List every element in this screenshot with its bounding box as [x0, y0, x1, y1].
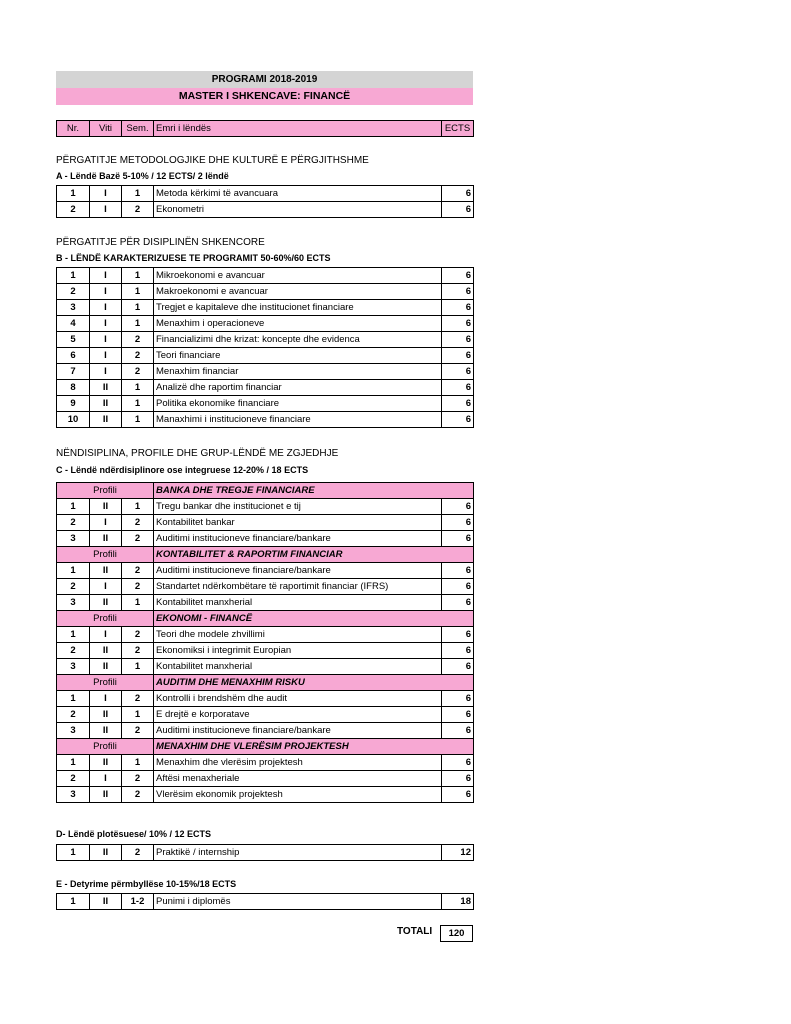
course-semester: 1 — [122, 595, 154, 611]
course-name: Menaxhim dhe vlerësim projektesh — [154, 755, 442, 771]
course-name: Vlerësim ekonomik projektesh — [154, 787, 442, 803]
course-nr: 4 — [57, 316, 90, 332]
profile-title: MENAXHIM DHE VLERËSIM PROJEKTESH — [154, 739, 474, 755]
course-ects: 6 — [442, 202, 474, 218]
course-semester: 1 — [122, 284, 154, 300]
course-year: II — [90, 787, 122, 803]
course-semester: 2 — [122, 723, 154, 739]
course-row — [57, 412, 474, 428]
total-label: TOTALI — [397, 926, 433, 937]
course-row — [57, 300, 474, 316]
course-name: E drejtë e korporatave — [154, 707, 442, 723]
profile-title: AUDITIM DHE MENAXHIM RISKU — [154, 675, 474, 691]
profile-title: BANKA DHE TREGJE FINANCIARE — [154, 483, 474, 499]
course-row — [57, 595, 474, 611]
course-ects: 6 — [442, 691, 474, 707]
course-ects: 6 — [442, 412, 474, 428]
course-year: I — [90, 691, 122, 707]
program-year-banner: PROGRAMI 2018-2019 — [56, 71, 473, 88]
course-year: II — [90, 531, 122, 547]
course-name: Mikroekonomi e avancuar — [154, 268, 442, 284]
course-year: II — [90, 499, 122, 515]
course-row — [57, 845, 474, 861]
course-nr: 2 — [57, 771, 90, 787]
course-year: II — [90, 412, 122, 428]
course-name: Teori dhe modele zhvillimi — [154, 627, 442, 643]
course-semester: 1 — [122, 499, 154, 515]
course-year: II — [90, 396, 122, 412]
course-nr: 6 — [57, 348, 90, 364]
course-name: Praktikë / internship — [154, 845, 442, 861]
course-name: Kontrolli i brendshëm dhe audit — [154, 691, 442, 707]
course-semester: 1 — [122, 316, 154, 332]
course-ects: 6 — [442, 284, 474, 300]
course-row — [57, 691, 474, 707]
course-nr: 9 — [57, 396, 90, 412]
course-nr: 2 — [57, 643, 90, 659]
course-nr: 3 — [57, 723, 90, 739]
course-year: I — [90, 348, 122, 364]
course-name: Auditimi institucioneve financiare/bankare — [154, 531, 442, 547]
course-year: I — [90, 284, 122, 300]
course-year: I — [90, 332, 122, 348]
course-row — [57, 531, 474, 547]
course-ects: 6 — [442, 627, 474, 643]
section-c-table — [56, 482, 474, 803]
course-ects: 6 — [442, 563, 474, 579]
course-row — [57, 284, 474, 300]
course-ects: 6 — [442, 595, 474, 611]
course-row — [57, 316, 474, 332]
course-row — [57, 268, 474, 284]
course-nr: 10 — [57, 412, 90, 428]
course-nr: 1 — [57, 845, 90, 861]
course-name: Politika ekonomike financiare — [154, 396, 442, 412]
course-ects: 6 — [442, 643, 474, 659]
course-semester: 2 — [122, 563, 154, 579]
course-nr: 1 — [57, 755, 90, 771]
course-year: II — [90, 707, 122, 723]
profile-label: Profili — [57, 611, 154, 627]
course-name: Punimi i diplomës — [154, 894, 442, 910]
course-nr: 7 — [57, 364, 90, 380]
course-row — [57, 396, 474, 412]
course-year: II — [90, 563, 122, 579]
profile-header-row — [57, 739, 474, 755]
course-nr: 1 — [57, 499, 90, 515]
course-semester: 2 — [122, 332, 154, 348]
course-ects: 6 — [442, 515, 474, 531]
course-ects: 6 — [442, 300, 474, 316]
course-year: II — [90, 845, 122, 861]
course-row — [57, 627, 474, 643]
course-year: II — [90, 595, 122, 611]
course-semester: 2 — [122, 787, 154, 803]
course-semester: 1-2 — [122, 894, 154, 910]
course-name: Kontabilitet bankar — [154, 515, 442, 531]
course-year: I — [90, 202, 122, 218]
section-a-table — [56, 185, 474, 218]
course-name: Kontabilitet manxherial — [154, 659, 442, 675]
course-name: Auditimi institucioneve financiare/bankare — [154, 723, 442, 739]
course-ects: 6 — [442, 771, 474, 787]
course-nr: 1 — [57, 894, 90, 910]
course-nr: 3 — [57, 787, 90, 803]
course-nr: 1 — [57, 186, 90, 202]
course-semester: 1 — [122, 659, 154, 675]
col-name: Emri i lëndës — [154, 121, 442, 137]
course-name: Kontabilitet manxherial — [154, 595, 442, 611]
column-header-table — [56, 120, 474, 137]
course-semester: 1 — [122, 755, 154, 771]
course-row — [57, 380, 474, 396]
course-row — [57, 755, 474, 771]
col-viti: Viti — [90, 121, 122, 137]
course-row — [57, 707, 474, 723]
profile-label: Profili — [57, 547, 154, 563]
section-a-subheading: A - Lëndë Bazë 5-10% / 12 ECTS/ 2 lëndë — [56, 171, 229, 181]
course-row — [57, 723, 474, 739]
total-value: 120 — [440, 925, 473, 942]
course-semester: 1 — [122, 707, 154, 723]
course-ects: 6 — [442, 499, 474, 515]
course-semester: 2 — [122, 364, 154, 380]
course-name: Analizë dhe raportim financiar — [154, 380, 442, 396]
course-name: Metoda kërkimi të avancuara — [154, 186, 442, 202]
column-header-row — [57, 121, 474, 137]
course-semester: 1 — [122, 380, 154, 396]
course-nr: 3 — [57, 300, 90, 316]
course-nr: 3 — [57, 659, 90, 675]
course-name: Standartet ndërkombëtare të raportimit financiar (IFRS) — [154, 579, 442, 595]
course-year: I — [90, 515, 122, 531]
profile-header-row — [57, 611, 474, 627]
course-row — [57, 186, 474, 202]
section-general-heading: PËRGATITJE METODOLOGJIKE DHE KULTURË E PËRGJITHSHME — [56, 155, 369, 166]
course-ects: 6 — [442, 186, 474, 202]
course-nr: 2 — [57, 515, 90, 531]
col-nr: Nr. — [57, 121, 90, 137]
course-nr: 3 — [57, 595, 90, 611]
course-nr: 2 — [57, 284, 90, 300]
course-row — [57, 332, 474, 348]
course-row — [57, 787, 474, 803]
course-row — [57, 579, 474, 595]
course-year: II — [90, 894, 122, 910]
course-name: Auditimi institucioneve financiare/bankare — [154, 563, 442, 579]
course-ects: 6 — [442, 579, 474, 595]
course-year: II — [90, 643, 122, 659]
course-year: I — [90, 364, 122, 380]
course-semester: 2 — [122, 531, 154, 547]
course-name: Ekonomiksi i integrimit Europian — [154, 643, 442, 659]
course-ects: 6 — [442, 531, 474, 547]
course-nr: 1 — [57, 563, 90, 579]
section-d-table — [56, 844, 474, 861]
course-ects: 6 — [442, 396, 474, 412]
course-semester: 1 — [122, 300, 154, 316]
section-profiles-heading: NËNDISIPLINA, PROFILE DHE GRUP-LËNDË ME ZGJEDHJE — [56, 448, 339, 459]
course-nr: 1 — [57, 268, 90, 284]
course-year: II — [90, 380, 122, 396]
section-e-subheading: E - Detyrime përmbyllëse 10-15%/18 ECTS — [56, 879, 237, 889]
course-name: Tregjet e kapitaleve dhe institucionet financiare — [154, 300, 442, 316]
profile-header-row — [57, 483, 474, 499]
profile-header-row — [57, 547, 474, 563]
course-name: Ekonometri — [154, 202, 442, 218]
course-semester: 2 — [122, 643, 154, 659]
course-year: II — [90, 659, 122, 675]
course-name: Tregu bankar dhe institucionet e tij — [154, 499, 442, 515]
course-name: Manaxhimi i institucioneve financiare — [154, 412, 442, 428]
section-e-table — [56, 893, 474, 910]
course-semester: 2 — [122, 691, 154, 707]
course-name: Makroekonomi e avancuar — [154, 284, 442, 300]
course-name: Menaxhim financiar — [154, 364, 442, 380]
col-ects: ECTS — [442, 121, 474, 137]
profile-label: Profili — [57, 483, 154, 499]
course-year: I — [90, 186, 122, 202]
profile-title: EKONOMI - FINANCË — [154, 611, 474, 627]
course-name: Menaxhim i operacioneve — [154, 316, 442, 332]
course-year: I — [90, 579, 122, 595]
course-name: Teori financiare — [154, 348, 442, 364]
profile-label: Profili — [57, 675, 154, 691]
course-row — [57, 659, 474, 675]
course-row — [57, 894, 474, 910]
section-b-subheading: B - LËNDË KARAKTERIZUESE TE PROGRAMIT 50-60%/60 ECTS — [56, 253, 331, 263]
course-nr: 1 — [57, 691, 90, 707]
course-ects: 6 — [442, 380, 474, 396]
course-ects: 6 — [442, 316, 474, 332]
course-ects: 6 — [442, 787, 474, 803]
course-row — [57, 364, 474, 380]
course-year: I — [90, 268, 122, 284]
course-nr: 2 — [57, 579, 90, 595]
course-semester: 2 — [122, 771, 154, 787]
course-ects: 6 — [442, 755, 474, 771]
course-ects: 6 — [442, 332, 474, 348]
course-ects: 6 — [442, 659, 474, 675]
profile-label: Profili — [57, 739, 154, 755]
course-semester: 1 — [122, 412, 154, 428]
course-nr: 5 — [57, 332, 90, 348]
course-ects: 18 — [442, 894, 474, 910]
course-ects: 6 — [442, 268, 474, 284]
course-row — [57, 643, 474, 659]
course-nr: 8 — [57, 380, 90, 396]
course-semester: 2 — [122, 515, 154, 531]
section-disciplinary-heading: PËRGATITJE PËR DISIPLINËN SHKENCORE — [56, 237, 265, 248]
col-sem: Sem. — [122, 121, 154, 137]
course-year: II — [90, 723, 122, 739]
course-nr: 1 — [57, 627, 90, 643]
course-ects: 6 — [442, 348, 474, 364]
course-ects: 6 — [442, 364, 474, 380]
course-ects: 6 — [442, 707, 474, 723]
course-year: I — [90, 316, 122, 332]
course-semester: 2 — [122, 579, 154, 595]
course-row — [57, 202, 474, 218]
course-name: Financializimi dhe krizat: koncepte dhe evidenca — [154, 332, 442, 348]
course-row — [57, 563, 474, 579]
course-year: I — [90, 771, 122, 787]
profile-title: KONTABILITET & RAPORTIM FINANCIAR — [154, 547, 474, 563]
course-year: II — [90, 755, 122, 771]
course-ects: 12 — [442, 845, 474, 861]
course-year: I — [90, 627, 122, 643]
course-nr: 3 — [57, 531, 90, 547]
course-semester: 2 — [122, 627, 154, 643]
course-row — [57, 771, 474, 787]
section-c-subheading: C - Lëndë ndërdisiplinore ose integruese 12-20% / 18 ECTS — [56, 465, 309, 475]
course-semester: 2 — [122, 348, 154, 364]
course-row — [57, 499, 474, 515]
course-nr: 2 — [57, 707, 90, 723]
course-semester: 2 — [122, 845, 154, 861]
program-title-banner: MASTER I SHKENCAVE: FINANCË — [56, 88, 473, 105]
course-year: I — [90, 300, 122, 316]
course-name: Aftësi menaxheriale — [154, 771, 442, 787]
profile-header-row — [57, 675, 474, 691]
course-nr: 2 — [57, 202, 90, 218]
section-b-table — [56, 267, 474, 428]
section-d-subheading: D- Lëndë plotësuese/ 10% / 12 ECTS — [56, 829, 212, 839]
course-row — [57, 515, 474, 531]
course-ects: 6 — [442, 723, 474, 739]
course-semester: 1 — [122, 396, 154, 412]
course-semester: 1 — [122, 268, 154, 284]
course-semester: 2 — [122, 202, 154, 218]
course-row — [57, 348, 474, 364]
course-semester: 1 — [122, 186, 154, 202]
